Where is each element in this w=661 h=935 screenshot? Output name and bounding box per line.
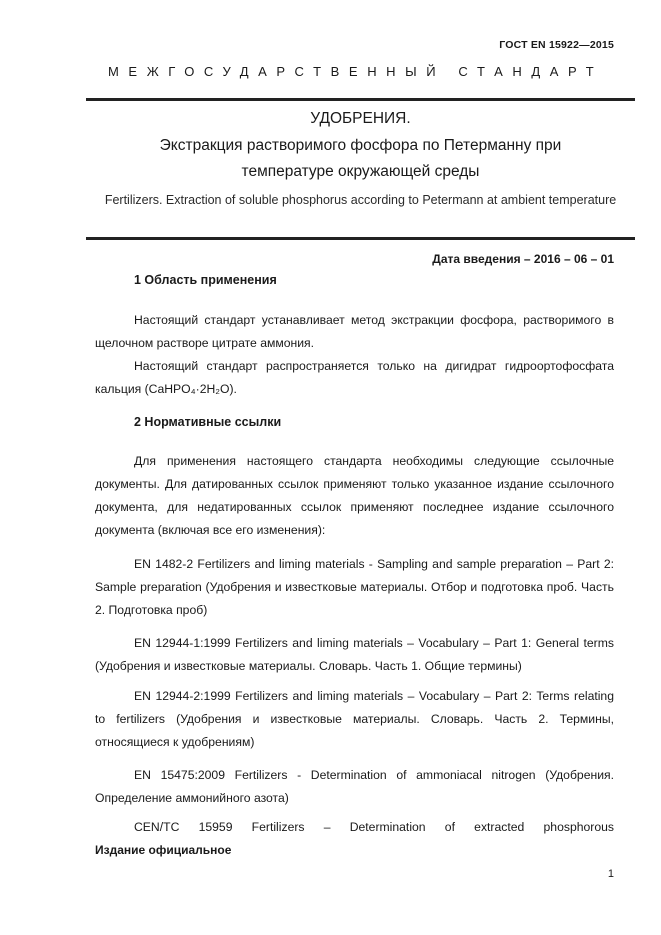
reference-item-text: EN 12944-2:1999 Fertilizers and liming materials – Vocabulary – Part 2: Terms relating to fertilizers (Удобрения и известковые материалы. Словарь. Часть 2. Термины, относящиеся к удобрениям) <box>95 689 614 749</box>
references-intro-text: Для применения настоящего стандарта необходимы следующие ссылочные документы. Для датированных ссылок применяют только указанное издание ссылочного документа, для недатированных ссылок применяют последнее издание ссылочного документа (включая все его изменения): <box>95 454 614 537</box>
section-heading-scope: 1 Область применения <box>134 273 277 287</box>
reference-item-text: CEN/TC 15959 Fertilizers – Determination of extracted phosphorous <box>134 820 614 834</box>
english-title: Fertilizers. Extraction of soluble phosphorus according to Petermann at ambient temperature <box>104 193 617 207</box>
document-subtitle-line2: температуре окружающей среды <box>241 163 480 180</box>
reference-item-text: EN 15475:2009 Fertilizers - Determination of ammoniacal nitrogen (Удобрения. Определение аммонийного азота) <box>95 768 614 805</box>
scope-paragraph-1 <box>95 309 614 355</box>
bottom-divider <box>86 237 635 240</box>
standard-type-heading: МЕЖГОСУДАРСТВЕННЫЙ СТАНДАРТ <box>108 64 604 79</box>
document-title: УДОБРЕНИЯ. <box>310 110 411 127</box>
document-subtitle-line1: Экстракция растворимого фосфора по Петерманну при <box>159 137 562 154</box>
reference-item <box>95 764 614 810</box>
reference-item <box>95 816 614 839</box>
reference-item-text: EN 12944-1:1999 Fertilizers and liming materials – Vocabulary – Part 1: General terms (Удобрения и известковые материалы. Словарь. Часть 1. Общие термины) <box>95 636 614 673</box>
references-intro-paragraph <box>95 450 614 542</box>
scope-paragraph-2 <box>95 355 614 401</box>
reference-item <box>95 553 614 622</box>
top-divider <box>86 98 635 101</box>
official-edition-label: Издание официальное <box>95 843 232 857</box>
document-code: ГОСТ EN 15922—2015 <box>499 39 614 51</box>
introduction-date: Дата введения – 2016 – 06 – 01 <box>432 252 614 266</box>
section-heading-references: 2 Нормативные ссылки <box>134 415 282 429</box>
scope-paragraph-2-text: Настоящий стандарт распространяется только на дигидрат гидроортофосфата кальция (CaHPO₄·2H₂O). <box>95 359 614 396</box>
reference-item <box>95 632 614 678</box>
reference-item-text: EN 1482-2 Fertilizers and liming materials - Sampling and sample preparation – Part 2: Sample preparation (Удобрения и известковые материалы. Отбор и подготовка проб. Часть 2. Подготовка проб) <box>95 557 614 617</box>
page-number: 1 <box>607 868 614 880</box>
scope-paragraph-1-text: Настоящий стандарт устанавливает метод экстракции фосфора, растворимого в щелочном растворе цитрате аммония. <box>95 313 614 350</box>
reference-item <box>95 685 614 754</box>
